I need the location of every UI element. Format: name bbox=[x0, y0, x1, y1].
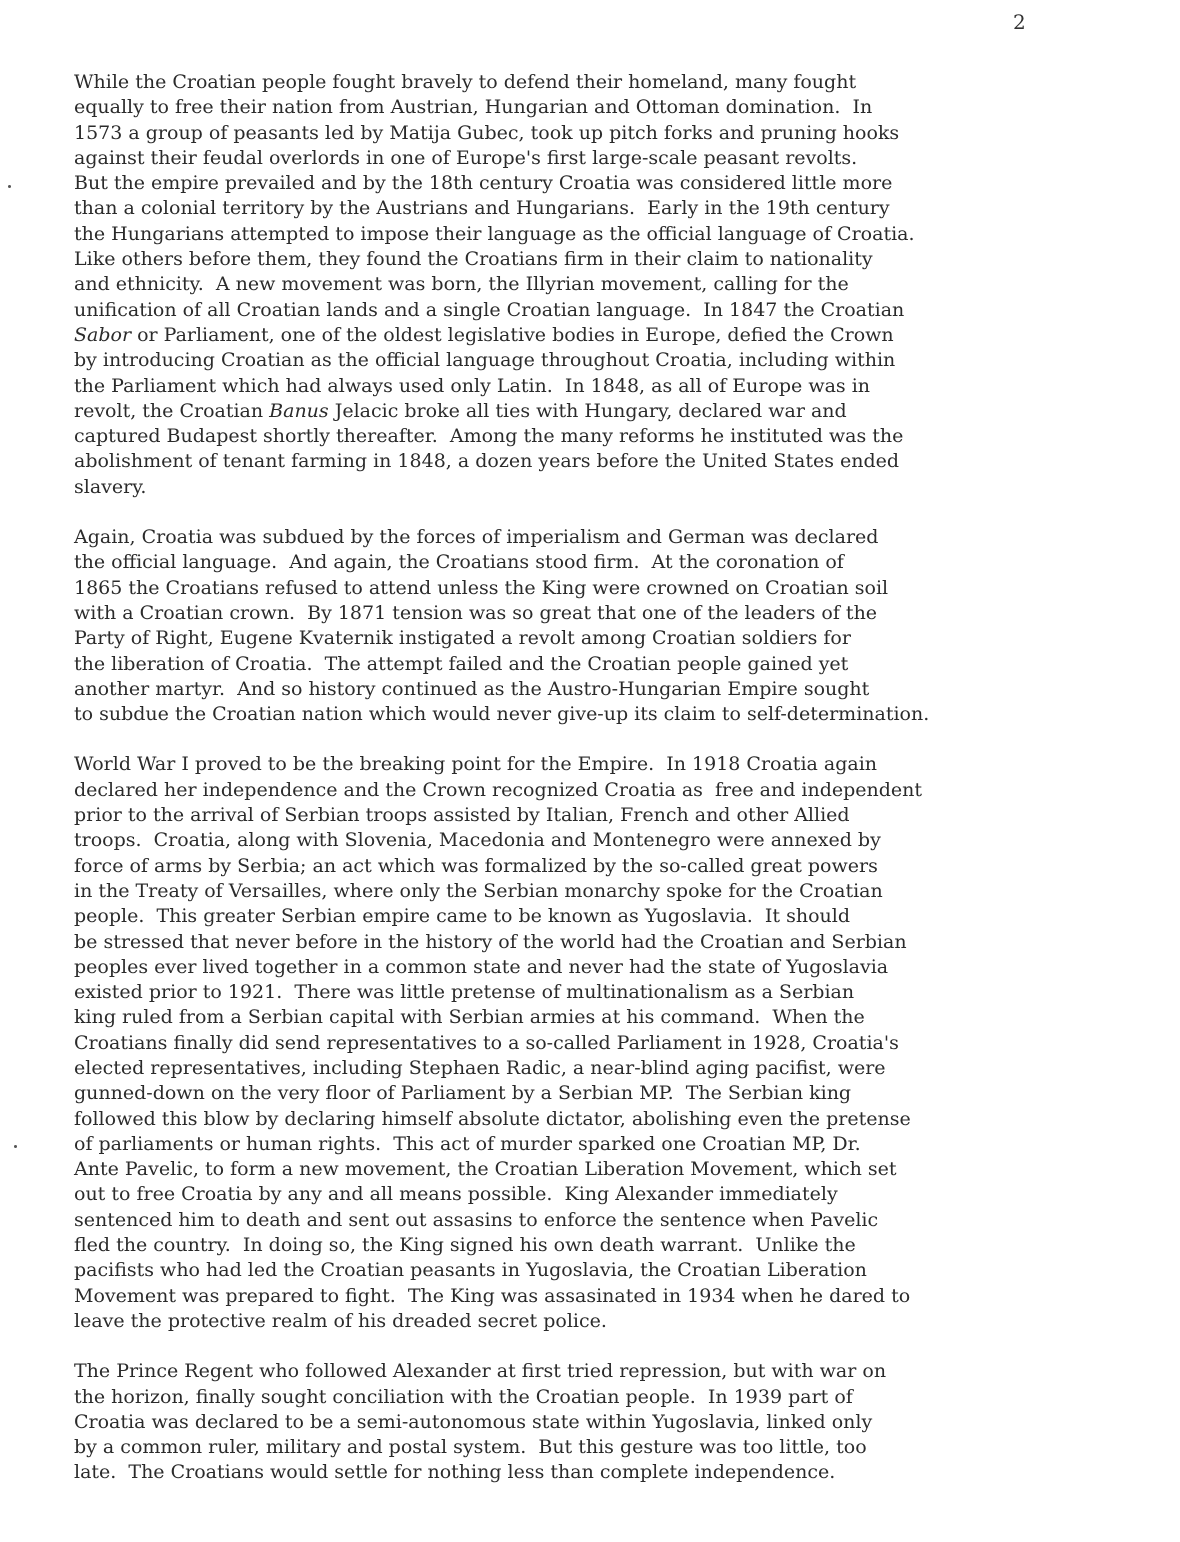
text-line: fled the country. In doing so, the King signed his own death warrant. Unlike the bbox=[74, 1234, 856, 1257]
text-line: late. The Croatians would settle for nothing less than complete independence. bbox=[74, 1461, 836, 1484]
text-line: equally to free their nation from Austrian, Hungarian and Ottoman domination. In bbox=[74, 96, 873, 119]
italic-term: Sabor bbox=[74, 323, 132, 346]
text-line: Sabor or Parliament, one of the oldest legislative bodies in Europe, defied the Crown bbox=[74, 323, 894, 346]
italic-term: Banus bbox=[269, 399, 329, 422]
text-line: force of arms by Serbia; an act which was formalized by the so-called great powers bbox=[74, 854, 878, 877]
text-line: another martyr. And so history continued as the Austro-Hungarian Empire sought bbox=[74, 677, 870, 700]
text-line: and ethnicity. A new movement was born, the Illyrian movement, calling for the bbox=[74, 273, 849, 296]
text-line: troops. Croatia, along with Slovenia, Macedonia and Montenegro were annexed by bbox=[74, 829, 881, 852]
text-line: sentenced him to death and sent out assasins to enforce the sentence when Pavelic bbox=[74, 1208, 879, 1231]
text-line: the official language. And again, the Croatians stood firm. At the coronation of bbox=[74, 551, 844, 574]
text-line: Again, Croatia was subdued by the forces of imperialism and German was declared bbox=[74, 526, 879, 549]
text-line: against their feudal overlords in one of Europe's first large-scale peasant revolts. bbox=[74, 146, 858, 169]
text-line: king ruled from a Serbian capital with Serbian armies at his command. When the bbox=[74, 1006, 865, 1029]
text-line: World War I proved to be the breaking point for the Empire. In 1918 Croatia again bbox=[74, 753, 878, 776]
text-line: slavery. bbox=[74, 475, 147, 498]
text-line: with a Croatian crown. By 1871 tension was so great that one of the leaders of the bbox=[74, 601, 878, 624]
text-line: leave the protective realm of his dreaded secret police. bbox=[74, 1309, 607, 1332]
text-line: than a colonial territory by the Austrians and Hungarians. Early in the 19th century bbox=[74, 197, 890, 220]
text-line: While the Croatian people fought bravely to defend their homeland, many fought bbox=[74, 71, 857, 93]
text-line: the horizon, finally sought conciliation with the Croatian people. In 1939 part of bbox=[74, 1385, 853, 1408]
text-line: declared her independence and the Crown recognized Croatia as free and independent bbox=[74, 778, 923, 801]
text-line: Party of Right, Eugene Kvaternik instigated a revolt among Croatian soldiers for bbox=[74, 627, 851, 650]
text-line: Like others before them, they found the Croatians firm in their claim to nationality bbox=[74, 248, 873, 271]
text-line: Ante Pavelic, to form a new movement, the Croatian Liberation Movement, which set bbox=[74, 1158, 897, 1181]
text-line: be stressed that never before in the history of the world had the Croatian and Serbian bbox=[74, 930, 907, 953]
text-line: The Prince Regent who followed Alexander at first tried repression, but with war on bbox=[74, 1360, 887, 1383]
text-line: people. This greater Serbian empire came to be known as Yugoslavia. It should bbox=[74, 905, 850, 928]
text-line: in the Treaty of Versailles, where only the Serbian monarchy spoke for the Croatian bbox=[74, 879, 883, 902]
paragraph bbox=[74, 752, 1134, 1334]
text-line: unification of all Croatian lands and a single Croatian language. In 1847 the Croatian bbox=[74, 298, 905, 321]
text-line: the Parliament which had always used only Latin. In 1848, as all of Europe was in bbox=[74, 374, 871, 397]
scan-speck bbox=[8, 185, 11, 188]
text-line: Croatia was declared to be a semi-autonomous state within Yugoslavia, linked only bbox=[74, 1410, 873, 1433]
text-line: captured Budapest shortly thereafter. Among the many reforms he instituted was the bbox=[74, 425, 904, 448]
paragraph bbox=[74, 1359, 1134, 1485]
scan-speck bbox=[14, 1145, 17, 1148]
text-line: to subdue the Croatian nation which would never give-up its claim to self-determination. bbox=[74, 703, 930, 726]
text-line: of parliaments or human rights. This act of murder sparked one Croatian MP, Dr. bbox=[74, 1132, 861, 1155]
text-line: existed prior to 1921. There was little pretense of multinationalism as a Serbian bbox=[74, 981, 855, 1004]
text-line: by a common ruler, military and postal system. But this gesture was too little, too bbox=[74, 1436, 867, 1459]
text-line: the Hungarians attempted to impose their language as the official language of Croatia. bbox=[74, 222, 915, 245]
text-line: But the empire prevailed and by the 18th century Croatia was considered little more bbox=[74, 172, 893, 195]
page-number: 2 bbox=[1013, 10, 1026, 34]
text-line: the liberation of Croatia. The attempt failed and the Croatian people gained yet bbox=[74, 652, 849, 675]
paragraph bbox=[74, 70, 1134, 500]
text-line: Croatians finally did send representatives to a so-called Parliament in 1928, Croatia's bbox=[74, 1031, 899, 1054]
text-line: revolt, the Croatian Banus Jelacic broke all ties with Hungary, declared war and bbox=[74, 399, 847, 422]
text-line: abolishment of tenant farming in 1848, a dozen years before the United States ended bbox=[74, 450, 900, 473]
text-line: Movement was prepared to fight. The King was assasinated in 1934 when he dared to bbox=[74, 1284, 911, 1307]
paragraph bbox=[74, 525, 1134, 727]
text-line: by introducing Croatian as the official language throughout Croatia, including within bbox=[74, 349, 896, 372]
text-line: gunned-down on the very floor of Parliament by a Serbian MP. The Serbian king bbox=[74, 1082, 852, 1105]
text-line: peoples ever lived together in a common state and never had the state of Yugoslavia bbox=[74, 955, 889, 978]
text-line: 1865 the Croatians refused to attend unless the King were crowned on Croatian soil bbox=[74, 576, 889, 599]
text-line: prior to the arrival of Serbian troops assisted by Italian, French and other Allied bbox=[74, 804, 850, 827]
text-line: followed this blow by declaring himself absolute dictator, abolishing even the pretense bbox=[74, 1107, 911, 1130]
text-line: pacifists who had led the Croatian peasants in Yugoslavia, the Croatian Liberation bbox=[74, 1259, 867, 1282]
document-body bbox=[74, 70, 1134, 1511]
text-line: 1573 a group of peasants led by Matija Gubec, took up pitch forks and pruning hooks bbox=[74, 121, 900, 144]
text-line: out to free Croatia by any and all means possible. King Alexander immediately bbox=[74, 1183, 838, 1206]
text-line: elected representatives, including Stephaen Radic, a near-blind aging pacifist, were bbox=[74, 1056, 886, 1079]
